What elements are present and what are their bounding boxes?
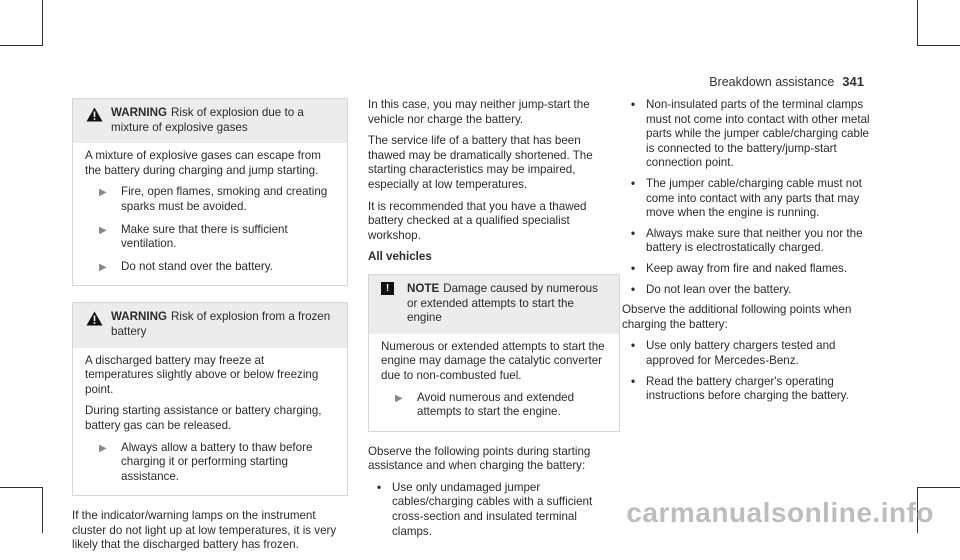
column-2	[368, 98, 620, 545]
crop-mark	[917, 0, 918, 46]
warning-title: Risk of explosion from a frozen battery	[111, 310, 331, 338]
warning-text: A discharged battery may freeze at temperatures slightly above or below freezing point.	[85, 353, 319, 396]
list-item	[622, 375, 880, 404]
crop-mark	[918, 45, 960, 46]
body-paragraph: It is recommended that you have a thawed battery checked at a qualified specialist workshop.	[368, 199, 587, 242]
body-paragraph: If the indicator/warning lamps on the instrument cluster do not light up at low temperatures, it is very likely that the discharged battery has frozen.	[72, 509, 337, 552]
list-item-text: Non-insulated parts of the terminal clamps must not come into contact with other metal parts while the jumper cable/charging cable is connected to the battery/jump-start connection point.	[646, 98, 870, 170]
note-keyword: NOTE	[407, 281, 440, 295]
crop-mark	[42, 0, 43, 46]
page-number: 341	[842, 74, 864, 89]
arrow-right-icon: ▶	[99, 187, 107, 199]
bullet-list	[622, 98, 880, 297]
warning-triangle-icon	[86, 107, 103, 127]
bullet-dot-icon: •	[631, 261, 636, 275]
action-item	[85, 185, 335, 214]
list-item-text: Keep away from fire and naked flames.	[646, 261, 848, 275]
action-text: Avoid numerous and extended attempts to start the engine.	[417, 390, 575, 419]
note-box	[368, 274, 620, 432]
crop-mark	[0, 487, 42, 488]
body-paragraph: In this case, you may neither jump-start the vehicle nor charge the battery.	[368, 98, 590, 126]
list-item-text: Use only battery chargers tested and approved for Mercedes-Benz.	[646, 339, 836, 367]
bullet-dot-icon: •	[631, 282, 636, 296]
list-item-text: The jumper cable/charging cable must not come into contact with any parts that may move when the engine is running.	[646, 176, 862, 220]
action-text: Fire, open flames, smoking and creating sparks must be avoided.	[121, 185, 328, 213]
column-3	[622, 98, 880, 410]
crop-mark	[918, 487, 960, 488]
arrow-right-icon: ▶	[99, 442, 107, 454]
action-text: Make sure that there is sufficient ventilation.	[121, 222, 288, 251]
section-title: Breakdown assistance	[709, 75, 835, 89]
action-item	[85, 441, 335, 485]
list-item	[622, 262, 880, 277]
bullet-dot-icon: •	[631, 226, 636, 240]
page-header	[709, 74, 864, 89]
list-item	[622, 227, 880, 256]
warning-keyword: WARNING	[111, 106, 168, 119]
bullet-dot-icon: •	[377, 480, 382, 494]
bullet-dot-icon: •	[631, 374, 636, 388]
warning-keyword: WARNING	[111, 310, 168, 324]
warning-text: A mixture of explosive gases can escape from the battery during charging and jump starting.	[85, 149, 321, 177]
action-item	[85, 223, 335, 252]
warning-box-explosion	[72, 98, 348, 286]
watermark: carmanualsonline.info	[626, 497, 934, 528]
bullet-dot-icon: •	[631, 176, 636, 190]
list-item	[622, 339, 880, 368]
warning-title: Risk of explosion due to a mixture of explosive gases	[111, 106, 304, 134]
arrow-right-icon: ▶	[99, 261, 107, 273]
list-item	[622, 283, 880, 298]
warning-triangle-icon	[86, 311, 103, 331]
list-item-text: Always make sure that neither you nor the battery is electrostatically charged.	[646, 226, 863, 255]
note-body	[369, 334, 619, 431]
warning-header	[73, 303, 347, 347]
subheading: All vehicles	[368, 250, 432, 264]
arrow-right-icon: ▶	[99, 224, 107, 236]
warning-box-frozen	[72, 302, 348, 496]
action-text: Do not stand over the battery.	[121, 259, 273, 273]
warning-body	[73, 348, 347, 496]
list-item-text: Do not lean over the battery.	[646, 282, 792, 296]
list-item-text: Read the battery charger's operating instructions before charging the battery.	[646, 374, 849, 403]
warning-text: During starting assistance or battery charging, battery gas can be released.	[85, 404, 322, 432]
exclamation-icon: !	[381, 282, 394, 295]
crop-mark	[42, 487, 43, 533]
list-item	[622, 177, 880, 221]
body-paragraph: Observe the following points during starting assistance and when charging the battery:	[368, 444, 591, 473]
note-title: Damage caused by numerous or extended attempts to start the engine	[407, 281, 598, 325]
bullet-dot-icon: •	[631, 339, 636, 353]
arrow-right-icon: ▶	[395, 392, 403, 404]
column-1	[72, 98, 348, 560]
list-item	[622, 98, 880, 171]
body-paragraph: The service life of a battery that has been thawed may be dramatically shortened. The starting characteristics may be impaired, especially at low temperatures.	[368, 134, 593, 191]
crop-mark	[0, 45, 42, 46]
action-item	[381, 391, 607, 420]
action-text: Always allow a battery to thaw before charging it or performing starting assistance.	[121, 440, 313, 483]
warning-body	[73, 143, 347, 285]
bullet-list	[622, 339, 880, 403]
list-item-text: Use only undamaged jumper cables/charging cables with a sufficient cross-section and insulated terminal clamps.	[392, 480, 593, 538]
bullet-list	[368, 481, 620, 539]
bullet-dot-icon: •	[631, 98, 636, 111]
list-item	[368, 481, 620, 539]
body-paragraph: Observe the additional following points when charging the battery:	[622, 303, 852, 331]
warning-header	[73, 99, 347, 143]
action-item	[85, 260, 335, 275]
note-text: Numerous or extended attempts to start the engine may damage the catalytic converter due to non-combusted fuel.	[381, 339, 605, 382]
note-header	[369, 275, 619, 334]
